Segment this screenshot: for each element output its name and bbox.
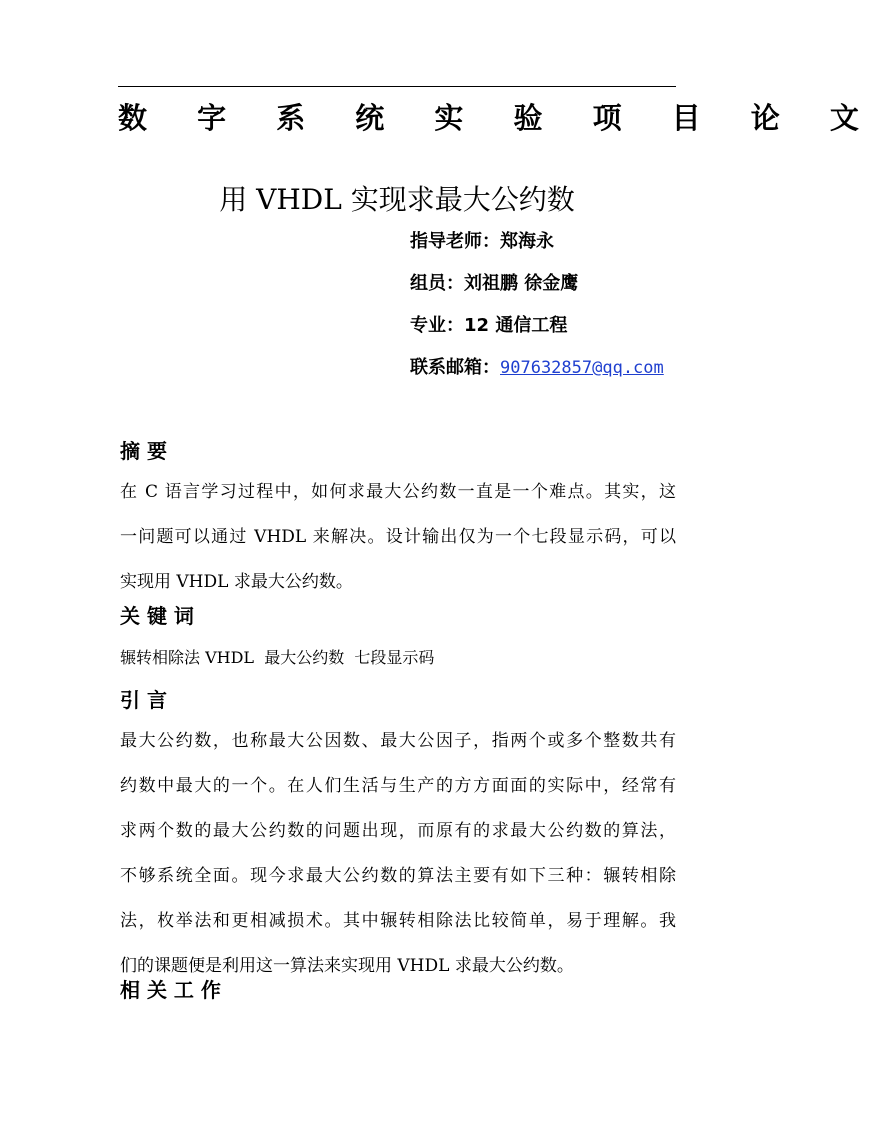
introduction-body	[120, 719, 676, 989]
keywords-text: 辗转相除法 VHDL 最大公约数 七段显示码	[120, 648, 435, 667]
introduction-line: 法，枚举法和更相减损术。其中辗转相除法比较简单，易于理解。我	[120, 911, 676, 931]
abstract-line: 实现用 VHDL 求最大公约数。	[120, 572, 353, 592]
members-line: 组员：刘祖鹏 徐金鹰	[410, 273, 579, 294]
header-rule	[118, 86, 676, 87]
document-subtitle: 用 VHDL 实现求最大公约数	[219, 183, 575, 216]
document-title: 数 字 系 统 实 验 项 目 论 文	[118, 101, 879, 135]
keywords-heading: 关 键 词	[120, 604, 194, 628]
contact-line	[410, 355, 664, 381]
related-work-heading: 相 关 工 作	[120, 978, 221, 1002]
major-line: 专业：12 通信工程	[410, 315, 568, 336]
introduction-line: 不够系统全面。现今求最大公约数的算法主要有如下三种：辗转相除	[120, 866, 676, 886]
introduction-line: 约数中最大的一个。在人们生活与生产的方方面面的实际中，经常有	[120, 776, 676, 796]
introduction-heading: 引 言	[120, 688, 167, 712]
abstract-heading: 摘 要	[120, 439, 167, 463]
abstract-line: 一问题可以通过 VHDL 来解决。设计输出仅为一个七段显示码，可以	[120, 527, 676, 547]
contact-label: 联系邮箱：	[410, 357, 500, 378]
introduction-line: 最大公约数，也称最大公因数、最大公因子，指两个或多个整数共有	[120, 731, 676, 751]
advisor-line: 指导老师：郑海永	[410, 231, 554, 252]
introduction-line: 们的课题便是利用这一算法来实现用 VHDL 求最大公约数。	[120, 956, 574, 976]
contact-email-link[interactable]: 907632857@qq.com	[500, 358, 664, 378]
introduction-line: 求两个数的最大公约数的问题出现，而原有的求最大公约数的算法，	[120, 821, 676, 841]
abstract-body	[120, 470, 676, 605]
abstract-line: 在 C 语言学习过程中，如何求最大公约数一直是一个难点。其实，这	[120, 482, 676, 502]
